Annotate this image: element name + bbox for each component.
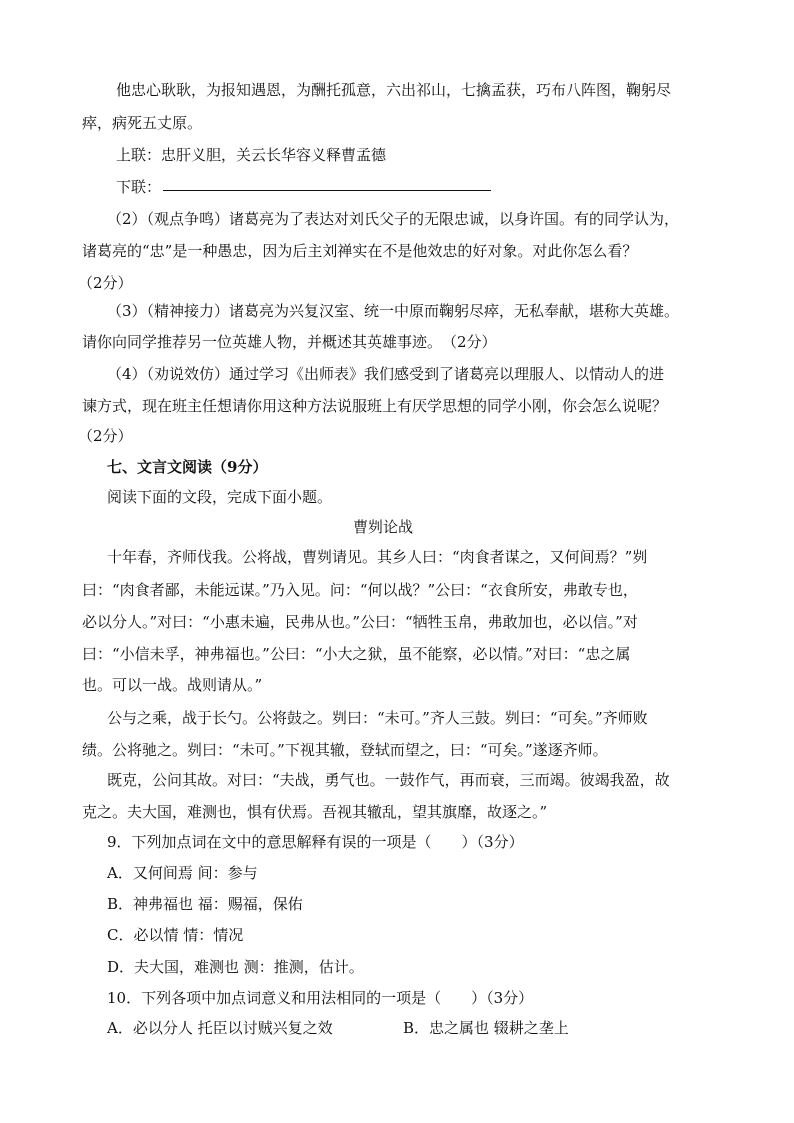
question-4-line: （4）（劝说效仿）通过学习《出师表》我们感受到了诸葛亮以理服人、以情动人的进 xyxy=(107,365,665,383)
question-9-stem: 9．下列加点词在文中的意思解释有误的一项是（ ）（3分） xyxy=(107,833,524,851)
passage-title: 曹刿论战 xyxy=(353,518,414,536)
couplet-upper-line: 上联：忠肝义胆，关云长华容义释曹孟德 xyxy=(116,146,387,164)
question-9-option-a[interactable]: A．又何间焉 间：参与 xyxy=(107,864,258,882)
passage-line: 克之。夫大国，难测也，惧有伏焉。吾视其辙乱，望其旗靡，故逐之。” xyxy=(82,803,548,821)
question-3-line: （3）（精神接力）诸葛亮为兴复汉室、统一中原而鞠躬尽瘁，无私奉献，堪称大英雄。 xyxy=(107,302,680,320)
passage-line: 公与之乘，战于长勺。公将鼓之。刿曰：“未可。”齐人三鼓。刿曰：“可矣。”齐师败 xyxy=(107,709,648,727)
couplet-lower-label: 下联： xyxy=(116,178,162,196)
passage-line: 曰：“肉食者鄙，未能远谋。”乃入见。问：“何以战？”公曰：“衣食所安，弗敢专也， xyxy=(82,581,638,599)
instruction-text: 阅读下面的文段，完成下面小题。 xyxy=(107,488,333,506)
question-9-option-d[interactable]: D．夫大国，难测也 测：推测，估计。 xyxy=(107,958,364,976)
question-9-option-c[interactable]: C．必以情 情：情况 xyxy=(107,926,244,944)
question-3-line: 请你向同学推荐另一位英雄人物，并概述其英雄事迹。 （2分） xyxy=(82,333,497,351)
question-2-line: （2）（观点争鸣）诸葛亮为了表达对刘氏父子的无限忠诚，以身许国。有的同学认为， xyxy=(107,210,680,228)
passage-line: 也。可以一战。战则请从。” xyxy=(82,676,263,694)
question-2-line: 诸葛亮的“忠”是一种愚忠，因为后主刘禅实在不是他效忠的好对象。对此你怎么看？ xyxy=(82,242,638,260)
question-10-option-b[interactable]: B．忠之属也 辍耕之垄上 xyxy=(403,1019,569,1037)
answer-blank[interactable] xyxy=(163,190,491,191)
question-10-stem: 10．下列各项中加点词意义和用法相同的一项是（ ）（3分） xyxy=(107,989,534,1007)
question-2-score: （2分） xyxy=(78,274,133,292)
passage-line: 绩。公将驰之。刿曰：“未可。”下视其辙，登轼而望之，曰：“可矣。”遂逐齐师。 xyxy=(82,741,608,759)
passage-line: 既克，公问其故。对曰：“夫战，勇气也。一鼓作气，再而衰，三而竭。彼竭我盈，故 xyxy=(107,771,670,789)
question-4-line: 谏方式，现在班主任想请你用这种方法说服班上有厌学思想的同学小刚，你会怎么说呢？ xyxy=(82,397,668,415)
question-10-option-a[interactable]: A．必以分人 托臣以讨贼兴复之效 xyxy=(107,1019,333,1037)
section-heading: 七、文言文阅读（9分） xyxy=(107,458,268,476)
question-4-score: （2分） xyxy=(78,427,133,445)
question-9-option-b[interactable]: B．神弗福也 福：赐福，保佑 xyxy=(107,895,303,913)
passage-line: 曰：“小信未孚，神弗福也。”公曰：“小大之狱，虽不能察，必以情。”对曰：“忠之属 xyxy=(82,645,631,663)
passage-line: 必以分人。”对曰：“小惠未遍，民弗从也。”公曰：“牺牲玉帛，弗敢加也，必以信。”对 xyxy=(82,613,638,631)
passage-line: 十年春，齐师伐我。公将战，曹刿请见。其乡人曰：“肉食者谋之，又何间焉？”刿 xyxy=(107,548,648,566)
text-line: 他忠心耿耿，为报知遇恩，为酬托孤意，六出祁山，七擒孟获，巧布八阵图，鞠躬尽 xyxy=(116,81,672,99)
text-line: 瘁，病死五丈原。 xyxy=(82,114,203,132)
